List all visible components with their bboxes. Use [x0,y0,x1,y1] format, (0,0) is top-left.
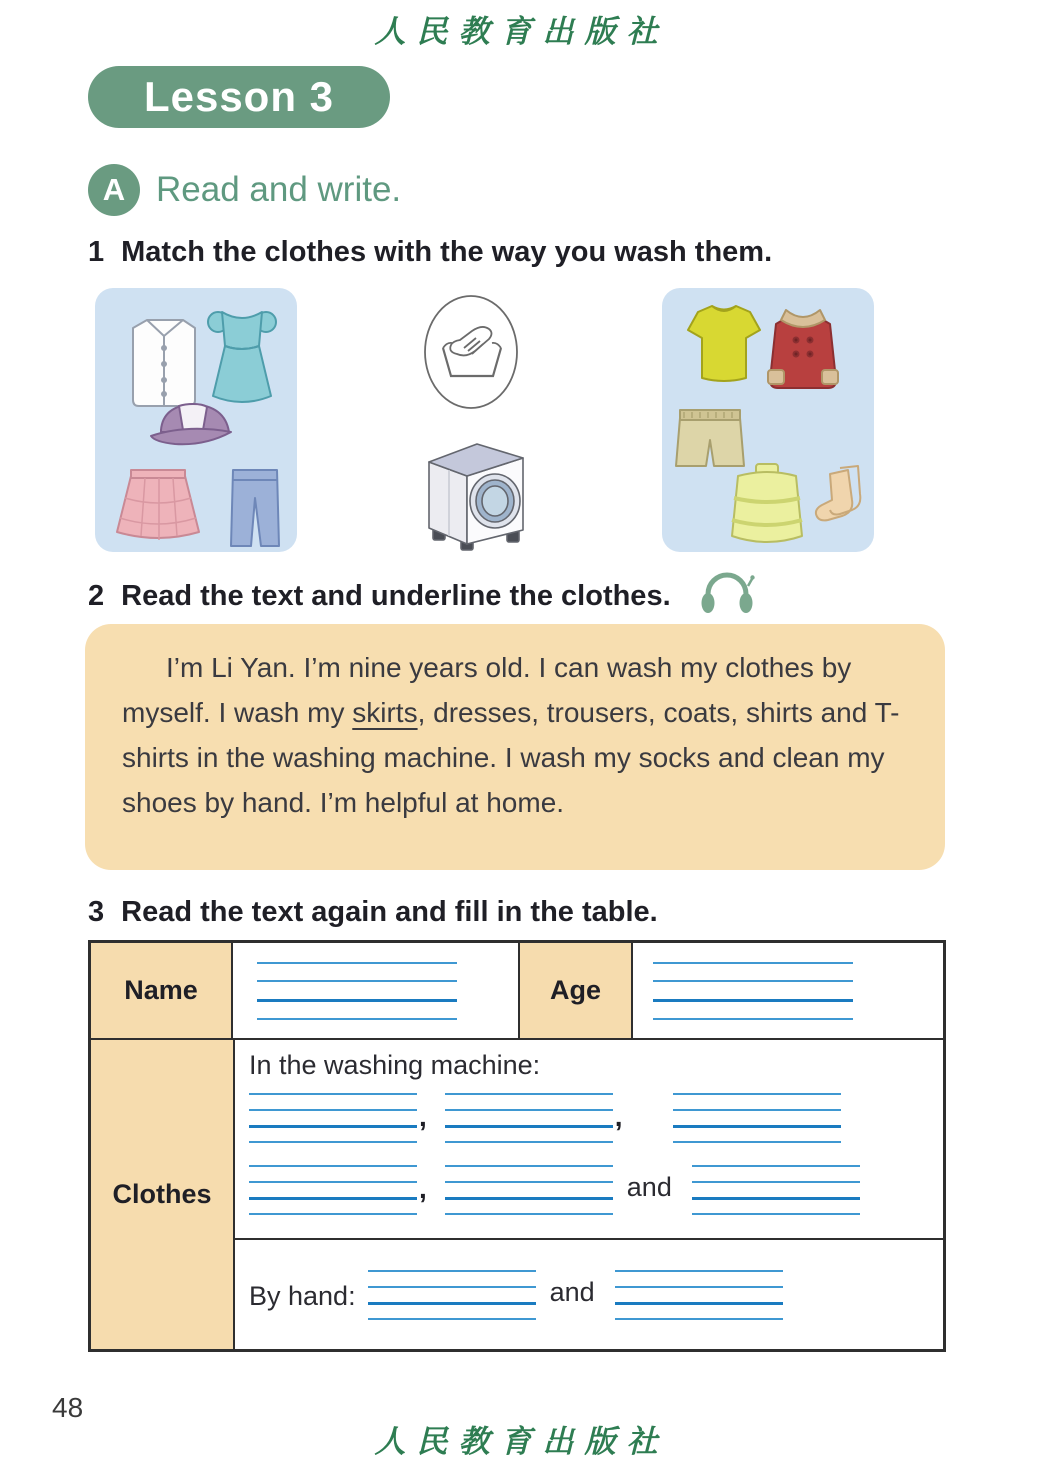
page-number: 48 [52,1392,84,1423]
activity-3-number: 3 [88,896,105,928]
hand-wash-symbol-icon [421,292,521,417]
passage-segment-after: , dresses, trousers, coats, shirts and T-shirts in the washing machine. I wash my socks and clean my shoes by hand. I’m helpful at home. [122,697,900,818]
age-answer-cell [633,943,943,1038]
activity-2-number: 2 [88,579,105,612]
name-answer-blank[interactable] [257,962,457,1020]
by-hand-answer-blank-2[interactable] [615,1270,783,1320]
section-header [88,164,401,216]
shorts-illustration [676,410,744,466]
publisher-logo-bottom: 人民教育出版社 [374,1424,669,1460]
passage-underlined-word: skirts [352,697,418,728]
name-label: Name [124,975,198,1005]
fill-in-table [88,940,946,1352]
pink-skirt-illustration [117,470,199,540]
sweater-illustration [732,464,802,542]
clothes-box-left [95,288,297,552]
table-row-clothes [91,1040,943,1349]
wm-answer-blank-1[interactable] [249,1093,417,1143]
activity-1-text: Match the clothes with the way you wash them. [121,236,773,268]
age-answer-blank[interactable] [653,962,853,1020]
name-answer-cell [233,943,520,1038]
by-hand-answer-blank-1[interactable] [368,1270,536,1320]
activity-3-text: Read the text again and fill in the table. [121,896,658,928]
wm-blank-row-2 [249,1165,943,1215]
cap-illustration [151,404,231,444]
by-hand-blank-row [249,1270,783,1320]
washing-machine-icon [419,432,534,559]
wm-answer-blank-4[interactable] [249,1165,417,1215]
activity-2-instruction [88,568,756,624]
lesson-badge-label: Lesson 3 [143,73,335,120]
yellow-tshirt-illustration [688,306,760,381]
comma-separator: , [419,1173,427,1204]
clothes-box-right [662,288,874,552]
washing-machine-answers-cell [235,1040,943,1240]
section-title: Read and write. [156,170,402,209]
table-header-name [91,943,233,1038]
table-header-age [520,943,633,1038]
clothes-box-left-art [95,288,297,552]
blue-dress-illustration [208,312,276,402]
comma-separator: , [614,1101,623,1132]
wm-answer-blank-5[interactable] [445,1165,613,1215]
publisher-logo-top: 人民教育出版社 [374,14,669,50]
wm-answer-blank-2[interactable] [445,1093,613,1143]
section-letter: A [102,172,126,207]
clothes-label: Clothes [112,1179,212,1209]
lesson-badge [88,66,390,128]
wm-blank-row-1 [249,1093,943,1143]
activity-3-instruction [88,896,658,929]
activity-1-instruction [88,236,772,269]
wm-answer-blank-6[interactable] [692,1165,860,1215]
comma-separator: , [419,1101,427,1132]
table-row-name-age [91,943,943,1040]
and-word: and [626,1172,672,1202]
socks-illustration [816,466,860,520]
age-label: Age [549,975,601,1005]
and-word: and [549,1276,595,1307]
white-shirt-illustration [133,320,195,406]
by-hand-prompt: By hand: [249,1280,356,1311]
table-header-clothes [91,1040,235,1349]
reading-passage-text [122,645,919,825]
reading-passage-box [85,624,945,870]
wm-answer-blank-3[interactable] [673,1093,841,1143]
by-hand-answers-cell [235,1240,943,1349]
red-coat-illustration [768,310,838,388]
clothes-box-right-art [662,288,874,552]
activity-2-text: Read the text and underline the clothes. [121,579,671,612]
activity-1-number: 1 [88,236,105,268]
trousers-illustration [231,470,279,546]
passage-segment-before: I’m Li Yan. I’m nine years old. I can wash my clothes by myself. I wash my [122,652,852,728]
headphones-icon [698,570,756,624]
washing-machine-prompt: In the washing machine: [249,1050,541,1080]
clothes-answer-area [235,1040,943,1349]
section-letter-badge [88,164,140,216]
